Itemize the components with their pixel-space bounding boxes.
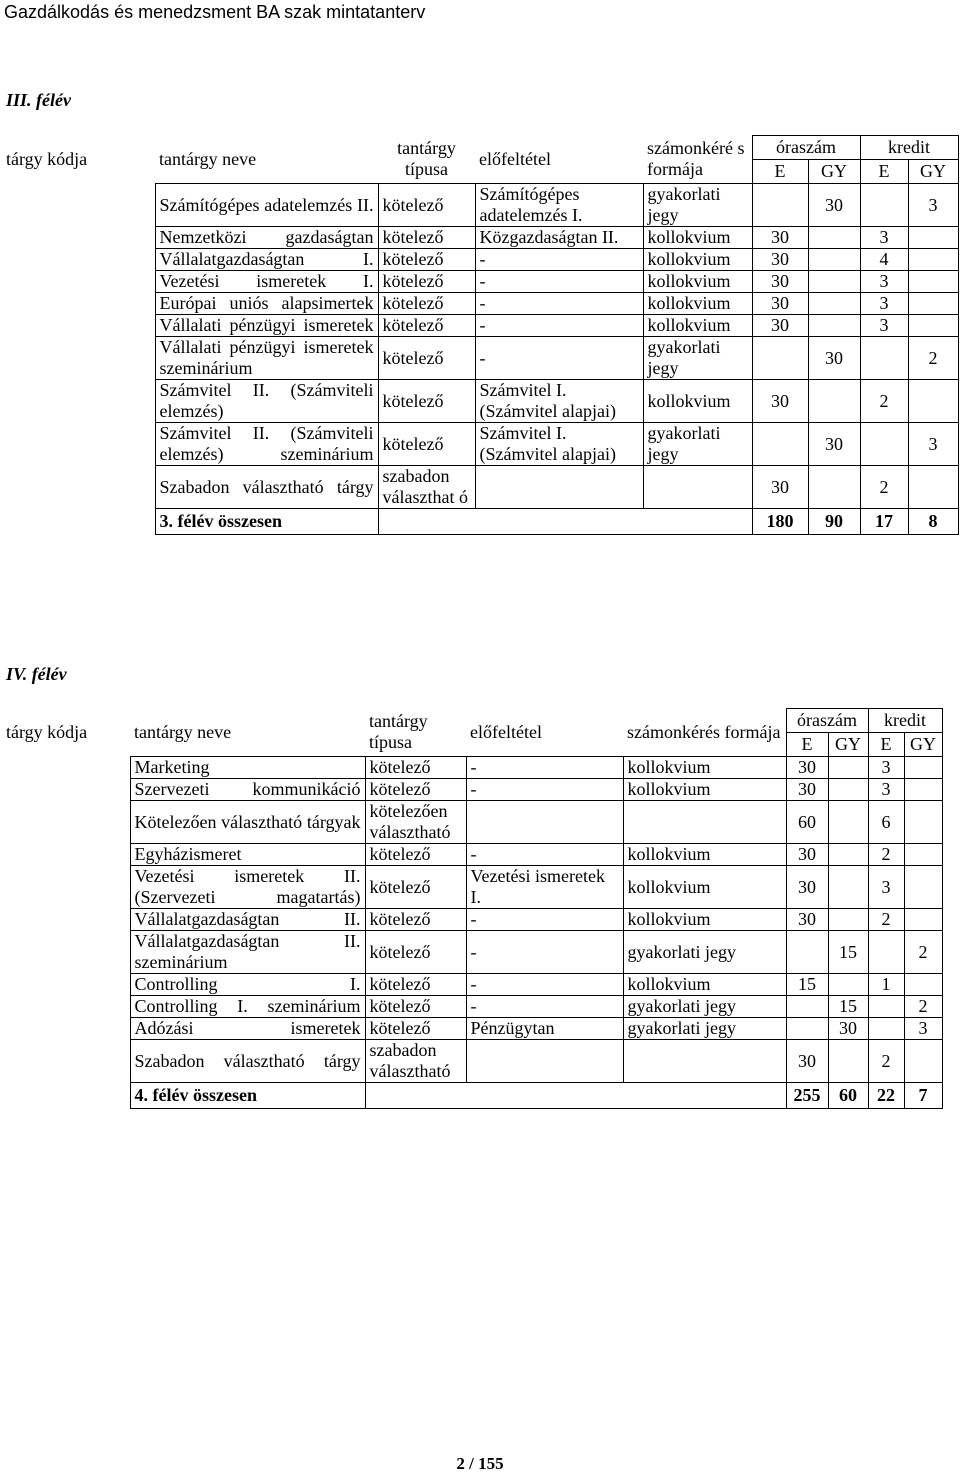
course-assessment: kollokvium [623,757,786,779]
course-code [2,466,155,509]
hours-gy: 15 [828,996,868,1018]
course-assessment [643,466,752,509]
credit-e [860,184,908,227]
table-row [2,996,942,1018]
hours-e: 30 [786,1040,828,1083]
credit-gy [908,380,958,423]
hours-e [786,1018,828,1040]
course-code [2,757,130,779]
table-row [2,466,958,509]
course-name: Controlling I. [130,974,365,996]
course-assessment: kollokvium [623,866,786,909]
course-name: Controlling I. szeminárium [130,996,365,1018]
course-prereq: Pénzügytan [466,1018,623,1040]
table-row [2,1018,942,1040]
course-type: kötelezően választható [365,801,466,844]
credit-e: 2 [868,1040,904,1083]
credit-gy [908,315,958,337]
hours-e: 30 [752,380,808,423]
col-header-credit-e: E [868,733,904,757]
credit-e: 3 [868,779,904,801]
table-row [2,801,942,844]
hours-gy [828,866,868,909]
table-header-row [2,709,942,733]
col-header-prereq: előfeltétel [479,148,551,169]
table-row [2,337,958,380]
hours-e [752,423,808,466]
hours-gy: 30 [828,1018,868,1040]
table-row [2,271,958,293]
credit-e [868,931,904,974]
hours-gy: 30 [808,337,860,380]
course-name: Kötelezően választható tárgyak [130,801,365,844]
course-assessment: kollokvium [643,249,752,271]
course-name: Vállalatgazdaságtan II. [130,909,365,931]
course-prereq [466,1040,623,1083]
semester-3-title: III. félév [6,90,71,110]
page-number: 2 / 155 [456,1454,504,1473]
course-prereq: - [475,293,643,315]
hours-e [786,931,828,974]
course-prereq: - [466,844,623,866]
table-row [2,844,942,866]
course-type: kötelező [378,271,475,293]
hours-gy [808,466,860,509]
col-header-credit-gy: GY [904,733,942,757]
course-name: Marketing [130,757,365,779]
credit-gy: 3 [904,1018,942,1040]
course-prereq: Közgazdaságtan II. [475,227,643,249]
col-header-name: tantárgy neve [134,721,232,742]
credit-gy [908,227,958,249]
col-header-name: tantárgy neve [159,148,257,169]
course-name: Szervezeti kommunikáció [130,779,365,801]
total-credit-e: 22 [868,1083,904,1109]
credit-e: 3 [868,866,904,909]
credit-gy [904,844,942,866]
course-code [2,184,155,227]
credit-gy: 3 [908,184,958,227]
col-header-code: tárgy kódja [6,149,88,169]
course-type: kötelező [365,931,466,974]
course-code [2,1018,130,1040]
hours-e: 30 [752,227,808,249]
table-row [2,315,958,337]
course-assessment: kollokvium [643,293,752,315]
course-assessment: gyakorlati jegy [643,184,752,227]
credit-gy [904,866,942,909]
course-type: kötelező [365,779,466,801]
course-prereq: - [466,931,623,974]
col-header-hours-gy: GY [828,733,868,757]
course-prereq: - [466,974,623,996]
hours-e: 30 [752,249,808,271]
course-name: Vezetési ismeretek I. [155,271,378,293]
table-row [2,1040,942,1083]
table-row [2,931,942,974]
total-credit-gy: 7 [904,1083,942,1109]
course-type: kötelező [365,996,466,1018]
hours-gy: 30 [808,423,860,466]
document-header: Gazdálkodás és menedzsment BA szak mintatanterv [4,2,426,22]
hours-e: 15 [786,974,828,996]
col-header-hours: óraszám [786,709,868,733]
hours-gy [808,227,860,249]
course-prereq: - [475,249,643,271]
table-row [2,184,958,227]
course-prereq: - [475,315,643,337]
course-code [2,337,155,380]
course-code [2,909,130,931]
total-credit-gy: 8 [908,509,958,535]
table-row [2,757,942,779]
hours-e: 30 [752,315,808,337]
course-type: kötelező [365,757,466,779]
col-header-credit-gy: GY [908,160,958,184]
course-name: Számvitel II. (Számviteli elemzés) [155,380,378,423]
course-name: Egyházismeret [130,844,365,866]
table-row [2,227,958,249]
course-prereq: Számítógépes adatelemzés I. [475,184,643,227]
credit-e: 3 [860,271,908,293]
course-type: kötelező [378,337,475,380]
credit-gy: 2 [904,931,942,974]
hours-e: 30 [752,271,808,293]
credit-e: 2 [860,466,908,509]
course-prereq [466,801,623,844]
hours-gy [828,1040,868,1083]
credit-e: 3 [860,293,908,315]
credit-gy [908,249,958,271]
total-hours-gy: 90 [808,509,860,535]
course-name: Nemzetközi gazdaságtan [155,227,378,249]
course-prereq: Számvitel I. (Számvitel alapjai) [475,380,643,423]
credit-e: 2 [868,844,904,866]
course-name: Adózási ismeretek [130,1018,365,1040]
course-prereq: - [466,779,623,801]
credit-e: 2 [860,380,908,423]
course-assessment: gyakorlati jegy [623,931,786,974]
credit-e: 3 [860,315,908,337]
col-header-type: tantárgy típusa [397,138,456,180]
total-label: 4. félév összesen [130,1083,365,1109]
semester-total-row [2,509,958,535]
course-code [2,996,130,1018]
total-hours-e: 255 [786,1083,828,1109]
course-type: kötelező [365,844,466,866]
course-code [2,801,130,844]
course-code [2,1040,130,1083]
course-assessment: gyakorlati jegy [643,423,752,466]
course-prereq: - [466,757,623,779]
credit-e [868,1018,904,1040]
course-prereq: - [475,337,643,380]
course-assessment: gyakorlati jegy [623,996,786,1018]
col-header-assessment: számonkéré s formája [647,138,745,180]
course-prereq: - [466,909,623,931]
hours-gy [808,271,860,293]
course-assessment [623,801,786,844]
course-type: kötelező [378,227,475,249]
course-assessment [623,1040,786,1083]
course-code [2,779,130,801]
table-row [2,909,942,931]
table-row [2,974,942,996]
course-name: Vállalati pénzügyi ismeretek szeminárium [155,337,378,380]
table-row [2,249,958,271]
hours-e: 60 [786,801,828,844]
course-assessment: kollokvium [623,909,786,931]
course-type: kötelező [378,184,475,227]
course-type: szabadon választhat ó [378,466,475,509]
course-name: Vállalatgazdaságtan I. [155,249,378,271]
table-header-row [2,136,958,160]
hours-gy [828,779,868,801]
hours-gy [808,293,860,315]
credit-gy: 3 [908,423,958,466]
semester-total-row [2,1083,942,1109]
credit-e: 1 [868,974,904,996]
hours-e [752,337,808,380]
course-code [2,293,155,315]
credit-e: 3 [868,757,904,779]
course-assessment: gyakorlati jegy [643,337,752,380]
credit-gy [904,1040,942,1083]
course-code [2,249,155,271]
course-name: Számítógépes adatelemzés II. [155,184,378,227]
course-type: kötelező [378,423,475,466]
credit-gy [904,974,942,996]
course-type: kötelező [365,909,466,931]
credit-gy: 2 [904,996,942,1018]
course-assessment: kollokvium [643,227,752,249]
hours-gy [808,315,860,337]
course-assessment: kollokvium [623,844,786,866]
hours-gy: 15 [828,931,868,974]
course-name: Szabadon választható tárgy [155,466,378,509]
course-code [2,866,130,909]
total-label: 3. félév összesen [155,509,378,535]
col-header-credit: kredit [868,709,942,733]
hours-e [752,184,808,227]
hours-gy [828,909,868,931]
course-type: szabadon választható [365,1040,466,1083]
hours-e: 30 [786,866,828,909]
course-assessment: kollokvium [643,315,752,337]
course-type: kötelező [365,974,466,996]
table-row [2,866,942,909]
credit-gy [904,801,942,844]
table-row [2,293,958,315]
course-type: kötelező [378,249,475,271]
credit-e [868,996,904,1018]
credit-e: 6 [868,801,904,844]
hours-gy [808,380,860,423]
course-type: kötelező [378,380,475,423]
course-type: kötelező [378,315,475,337]
col-header-credit: kredit [860,136,958,160]
course-type: kötelező [378,293,475,315]
col-header-credit-e: E [860,160,908,184]
course-assessment: kollokvium [623,974,786,996]
table-row [2,380,958,423]
table-row [2,779,942,801]
hours-e: 30 [786,909,828,931]
credit-gy [904,909,942,931]
course-name: Vállalati pénzügyi ismeretek [155,315,378,337]
credit-gy [904,779,942,801]
course-assessment: kollokvium [643,271,752,293]
hours-e [786,996,828,1018]
course-prereq [475,466,643,509]
course-name: Vállalatgazdaságtan II. szeminárium [130,931,365,974]
credit-e: 3 [860,227,908,249]
hours-gy [828,801,868,844]
course-code [2,844,130,866]
credit-gy [908,271,958,293]
col-header-assessment: számonkérés formája [627,721,781,742]
col-header-hours: óraszám [752,136,860,160]
course-prereq: - [475,271,643,293]
credit-gy [904,757,942,779]
course-code [2,271,155,293]
hours-gy [828,844,868,866]
hours-e: 30 [786,779,828,801]
col-header-hours-gy: GY [808,160,860,184]
col-header-hours-e: E [786,733,828,757]
course-type: kötelező [365,1018,466,1040]
credit-gy: 2 [908,337,958,380]
course-prereq: Vezetési ismeretek I. [466,866,623,909]
table-row [2,423,958,466]
total-credit-e: 17 [860,509,908,535]
col-header-type: tantárgy típusa [369,711,428,753]
hours-gy [828,757,868,779]
hours-gy: 30 [808,184,860,227]
course-assessment: gyakorlati jegy [623,1018,786,1040]
hours-e: 30 [786,757,828,779]
course-prereq: Számvitel I. (Számvitel alapjai) [475,423,643,466]
course-code [2,227,155,249]
hours-gy [828,974,868,996]
hours-gy [808,249,860,271]
credit-gy [908,466,958,509]
credit-e [860,337,908,380]
semester-4-title: IV. félév [6,664,67,684]
semester-4-table [2,708,943,1109]
col-header-prereq: előfeltétel [470,721,542,742]
credit-e [860,423,908,466]
total-hours-e: 180 [752,509,808,535]
credit-e: 2 [868,909,904,931]
hours-e: 30 [786,844,828,866]
hours-e: 30 [752,466,808,509]
credit-gy [908,293,958,315]
course-assessment: kollokvium [643,380,752,423]
course-code [2,931,130,974]
course-assessment: kollokvium [623,779,786,801]
hours-e: 30 [752,293,808,315]
course-prereq: - [466,996,623,1018]
course-type: kötelező [365,866,466,909]
course-code [2,315,155,337]
course-name: Számvitel II. (Számviteli elemzés) szeminárium [155,423,378,466]
col-header-hours-e: E [752,160,808,184]
semester-3-table [2,135,959,535]
course-name: Európai uniós alapsimertek [155,293,378,315]
course-name: Szabadon választható tárgy [130,1040,365,1083]
col-header-code: tárgy kódja [6,722,88,742]
course-code [2,380,155,423]
course-name: Vezetési ismeretek II. (Szervezeti magatartás) [130,866,365,909]
total-hours-gy: 60 [828,1083,868,1109]
course-code [2,423,155,466]
credit-e: 4 [860,249,908,271]
course-code [2,974,130,996]
